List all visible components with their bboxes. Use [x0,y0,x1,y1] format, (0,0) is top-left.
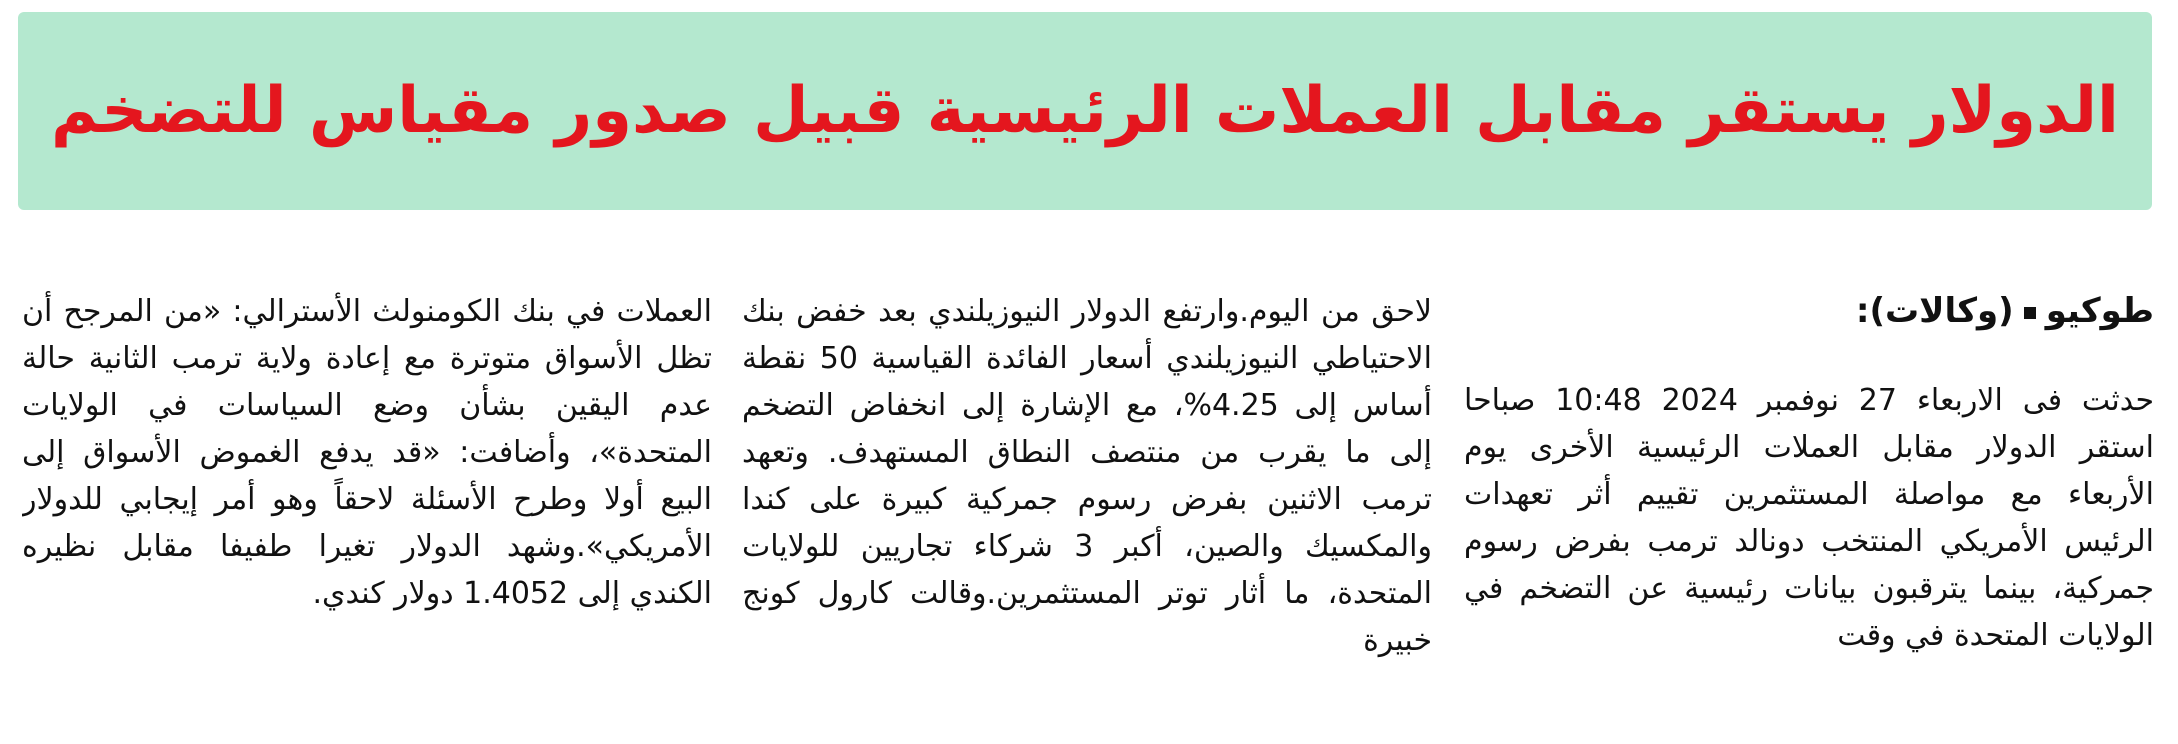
article-body [22,288,2154,738]
article-paragraph-2: لاحق من اليوم.وارتفع الدولار النيوزيلندي بعد خفض بنك الاحتياطي النيوزيلندي أسعار الفائدة القياسية 50 نقطة أساس إلى 4.25%، مع الإشارة إلى انخفاض التضخم إلى ما يقرب من منتصف النطاق المستهدف. وتعهد ترمب الاثنين بفرض رسوم جمركية كبيرة على كندا والمكسيك والصين، أكبر 3 شركاء تجاريين للولايات المتحدة، ما أثار توتر المستثمرين.وقالت كارول كونج خبيرة [742,294,1432,658]
article-column-1 [1464,288,2154,738]
article-paragraph-1: حدثت فى الاربعاء 27 نوفمبر 2024 10:48 صباحا استقر الدولار مقابل العملات الرئيسية الأخرى يوم الأربعاء مع مواصلة المستثمرين تقييم أثر تعهدات الرئيس الأمريكي المنتخب دونالد ترمب بفرض رسوم جمركية، بينما يترقبون بيانات رئيسية عن التضخم في الولايات المتحدة في وقت [1464,383,2154,653]
dateline [1464,288,2154,335]
bullet-square-icon [2024,307,2036,319]
article-column-3 [22,288,712,738]
article-column-2 [742,288,1432,738]
headline-banner [18,12,2152,210]
dateline-agency: (وكالات): [1855,291,2014,331]
article-paragraph-3: العملات في بنك الكومنولث الأسترالي: «من المرجح أن تظل الأسواق متوترة مع إعادة ولاية ترمب الثانية حالة عدم اليقين بشأن وضع السياسات في الولايات المتحدة»، وأضافت: «قد يدفع الغموض الأسواق إلى البيع أولا وطرح الأسئلة لاحقاً وهو أمر إيجابي للدولار الأمريكي».وشهد الدولار تغيرا طفيفا مقابل نظيره الكندي إلى 1.4052 دولار كندي. [22,294,712,611]
dateline-city: طوكيو [2045,291,2154,331]
headline: الدولار يستقر مقابل العملات الرئيسية قبيل صدور مقياس للتضخم [51,74,2119,148]
